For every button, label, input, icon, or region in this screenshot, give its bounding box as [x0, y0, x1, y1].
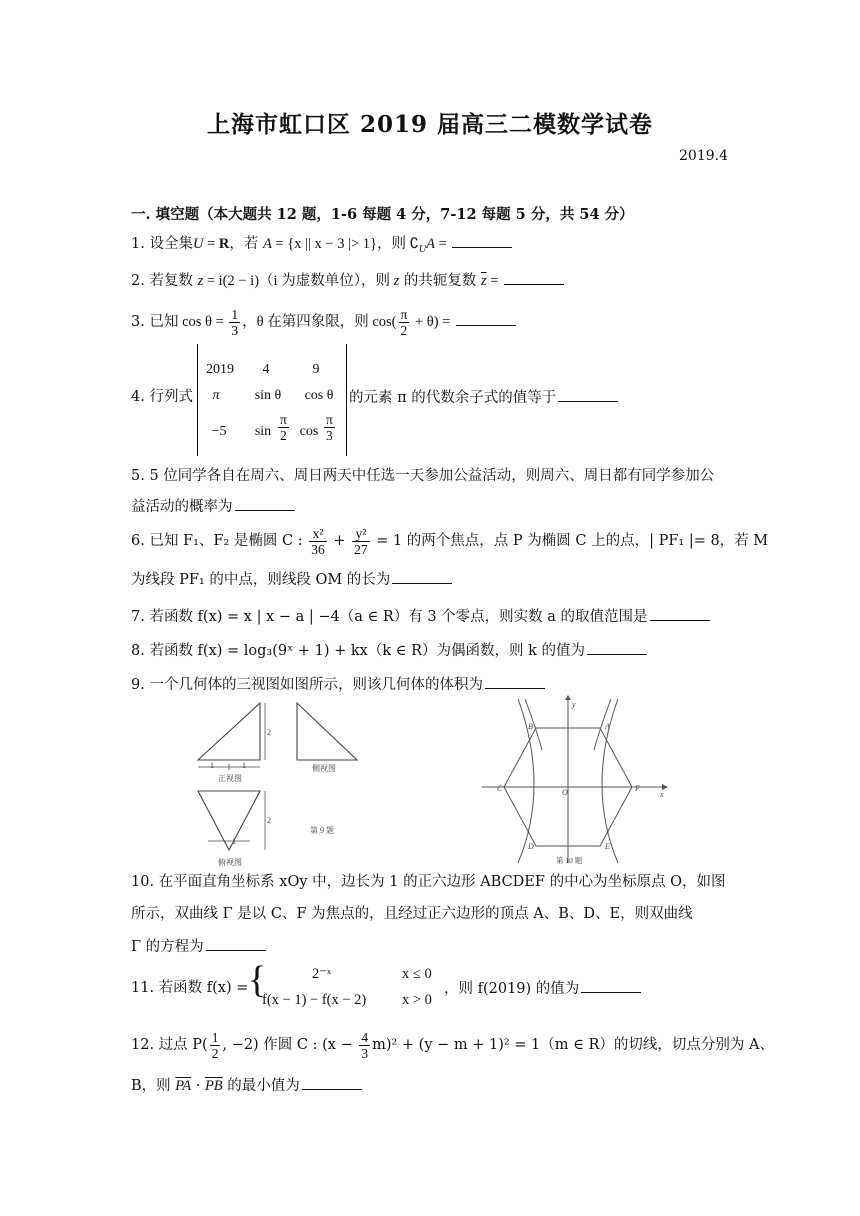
question-12: 12. 过点 P( $\frac{1}{2}$ , −2) 作圆 C : (x − $\frac{4}{3}$ m)² + (y − m + 1)² = 1（m ∈ R）的切线，切点分别为 A、 — [131, 1029, 774, 1061]
answer-blank[interactable] — [650, 606, 710, 621]
page-title: 上海市虹口区 2019 届高三二模数学试卷 — [206, 111, 654, 138]
svg-text:E: E — [605, 842, 610, 851]
svg-text:第 9 题: 第 9 题 — [310, 826, 334, 835]
svg-text:2: 2 — [267, 816, 271, 825]
answer-blank[interactable] — [581, 978, 641, 993]
svg-text:y: y — [572, 700, 576, 709]
answer-blank[interactable] — [206, 936, 266, 951]
svg-text:正视图: 正视图 — [218, 774, 242, 783]
answer-blank[interactable] — [235, 496, 295, 511]
svg-text:1: 1 — [242, 761, 246, 770]
answer-blank[interactable] — [485, 674, 545, 689]
answer-blank[interactable] — [504, 270, 564, 285]
figure-9-three-views — [190, 695, 370, 870]
svg-text:O: O — [562, 788, 568, 797]
question-10: 10. 在平面直角坐标系 xOy 中，边长为 1 的正六边形 ABCDEF 的中心为坐标原点 O，如图 所示，双曲线 Γ 是以 C、F 为焦点的，且经过正六边形的顶点 A、B、D、E，则双曲线 Γ 的方程为 — [131, 874, 726, 955]
svg-text:俯视图: 俯视图 — [218, 858, 242, 867]
question-8: 8. 若函数 f(x) = log₃(9ˣ + 1) + kx（k ∈ R）为偶函数，则 k 的值为 — [131, 640, 647, 661]
question-1: 1. 设全集U = R，若 A = {x || x − 3 |> 1}，则 $∁_UA$ = — [131, 233, 512, 260]
question-6: 6. 已知 F₁、F₂ 是椭圆 C : $\frac{\text{x²}}{36}$ + $\frac{\text{y²}}{27}$ = 1 的两个焦点，点 P 为椭圆 C 上的点，| PF₁ |= 8，若 M — [131, 525, 769, 557]
question-4: 4. 行列式 — [131, 389, 193, 405]
exam-date: 2019.4 — [679, 148, 728, 164]
question-11-tail: ，则 f(2019) 的值为 — [444, 978, 641, 999]
svg-text:1: 1 — [210, 761, 214, 770]
question-5: 5. 5 位同学各自在周六、周日两天中任选一天参加公益活动，则周六、周日都有同学参加公 益活动的概率为 — [131, 468, 715, 515]
question-11: 11. 若函数 f(x) = — [131, 980, 249, 996]
answer-blank[interactable] — [392, 569, 452, 584]
svg-text:B: B — [528, 722, 533, 731]
question-4-tail: 的元素 π 的代数余子式的值等于 — [349, 387, 618, 408]
determinant: 2019 4 9 π sin θ cos θ −5 sin $\frac{\pi}{2}$ cos $\frac{\pi}{3}$ — [197, 344, 347, 456]
piecewise-brace: { — [248, 959, 267, 1001]
question-3: 3. 已知 cos θ = $\frac{1}{3}$ ，θ 在第四象限，则 cos( $\frac{\pi}{2}$ + θ) = — [131, 300, 516, 344]
answer-blank[interactable] — [558, 387, 618, 402]
answer-blank[interactable] — [302, 1075, 362, 1090]
answer-blank[interactable] — [587, 640, 647, 655]
exam-page: 上海市虹口区 2019 届高三二模数学试卷 2019.4 一. 填空题（本大题共 12 题，1-6 每题 4 分，7-12 每题 5 分，共 54 分） 1. 设全集U = R，若 A = {x || x − 3 |> 1}，则 $∁_UA$ = 2. 若复数 z = i(2 − i)（i 为虚数单位），则 z 的共轭复数 $\overline{z}$ = 3. 已知 cos θ = $\frac{1}{3}$ ，θ 在第四象限，则 cos( $\frac{\pi}{2}$ + θ) = 4. 行列式 2019 4 9 π sin θ cos θ −5 sin $\frac{\pi}{2}$ cos $\frac{\pi}{3}$ 的元素 π 的代数余子式的值等于 5. 5 位同学各自在周六、周日两天中任选一天参加公益活动，则周六、周日都有同学参加公 益活动的概率为 6. 已知 F₁、F₂ 是椭圆 C : $\frac{\text{x²}}{36}$ + $\frac{\text{y²}}{27}$ = 1 的两个焦点，点 P 为椭圆 C 上的点，| PF₁ |= 8，若 M 为线段 PF₁ 的中点，则线段 OM 的长为 7. 若函数 f(x) = x | x − a | −4（a ∈ R）有 3 个零点，则实数 a 的取值范围是 8. 若函数 f(x) = log₃(9ˣ + 1) + kx（k ∈ R）为偶函数，则 k 的值为 9. 一个几何体的三视图如图所示，则该几何体的体积为 1 1 2 2 1 正视图 侧视图 俯视图 第 9 题 B A C F O D E y x 第 10 题 10. 在平面直角坐标系 xOy 中，边长为 1 的正六边形 ABCDEF 的中心为坐标原点 O，如图 所示，双曲线 Γ 是以 C、F 为焦点的，且经过正六边形的顶点 A、B、D、E，则双曲线 Γ 的方程为 11. 若函数 f(x) = { 2⁻ˣ x ≤ 0 f(x − 1) − f(x − 2) x > 0 ，则 f(2019) 的值为 12. 过点 P( $\frac{1}{2}$ , −2) 作圆 C : (x − $\frac{4}{3}$ m)² + (y − m + 1)² = 1（m ∈ R）的切线，切点分别为 A、 B，则 $\overline{PA} \cdot \overline{PB}$ 的最小值为 — [0, 0, 860, 1216]
section-heading: 一. 填空题（本大题共 12 题，1-6 每题 4 分，7-12 每题 5 分，共 54 分） — [131, 206, 634, 223]
svg-text:A: A — [605, 722, 610, 731]
figure-10-hexagon-hyperbola — [480, 695, 670, 870]
question-6-line2: 为线段 PF₁ 的中点，则线段 OM 的长为 — [131, 569, 452, 590]
question-2: 2. 若复数 z = i(2 − i)（i 为虚数单位），则 z 的共轭复数 $\overline{z}$ = — [131, 270, 564, 291]
svg-text:第 10 题: 第 10 题 — [556, 856, 583, 865]
question-12-line2: B，则 $\overline{PA} \cdot \overline{PB}$ 的最小值为 — [131, 1075, 362, 1096]
svg-text:1: 1 — [232, 837, 236, 846]
svg-text:C: C — [497, 784, 503, 793]
svg-text:2: 2 — [267, 728, 271, 737]
answer-blank[interactable] — [456, 311, 516, 326]
svg-text:F: F — [635, 784, 640, 793]
question-7: 7. 若函数 f(x) = x | x − a | −4（a ∈ R）有 3 个零点，则实数 a 的取值范围是 — [131, 606, 710, 627]
answer-blank[interactable] — [452, 233, 512, 248]
svg-text:x: x — [660, 790, 664, 799]
svg-text:侧视图: 侧视图 — [312, 764, 336, 773]
svg-text:D: D — [528, 842, 534, 851]
question-9: 9. 一个几何体的三视图如图所示，则该几何体的体积为 — [131, 674, 545, 695]
